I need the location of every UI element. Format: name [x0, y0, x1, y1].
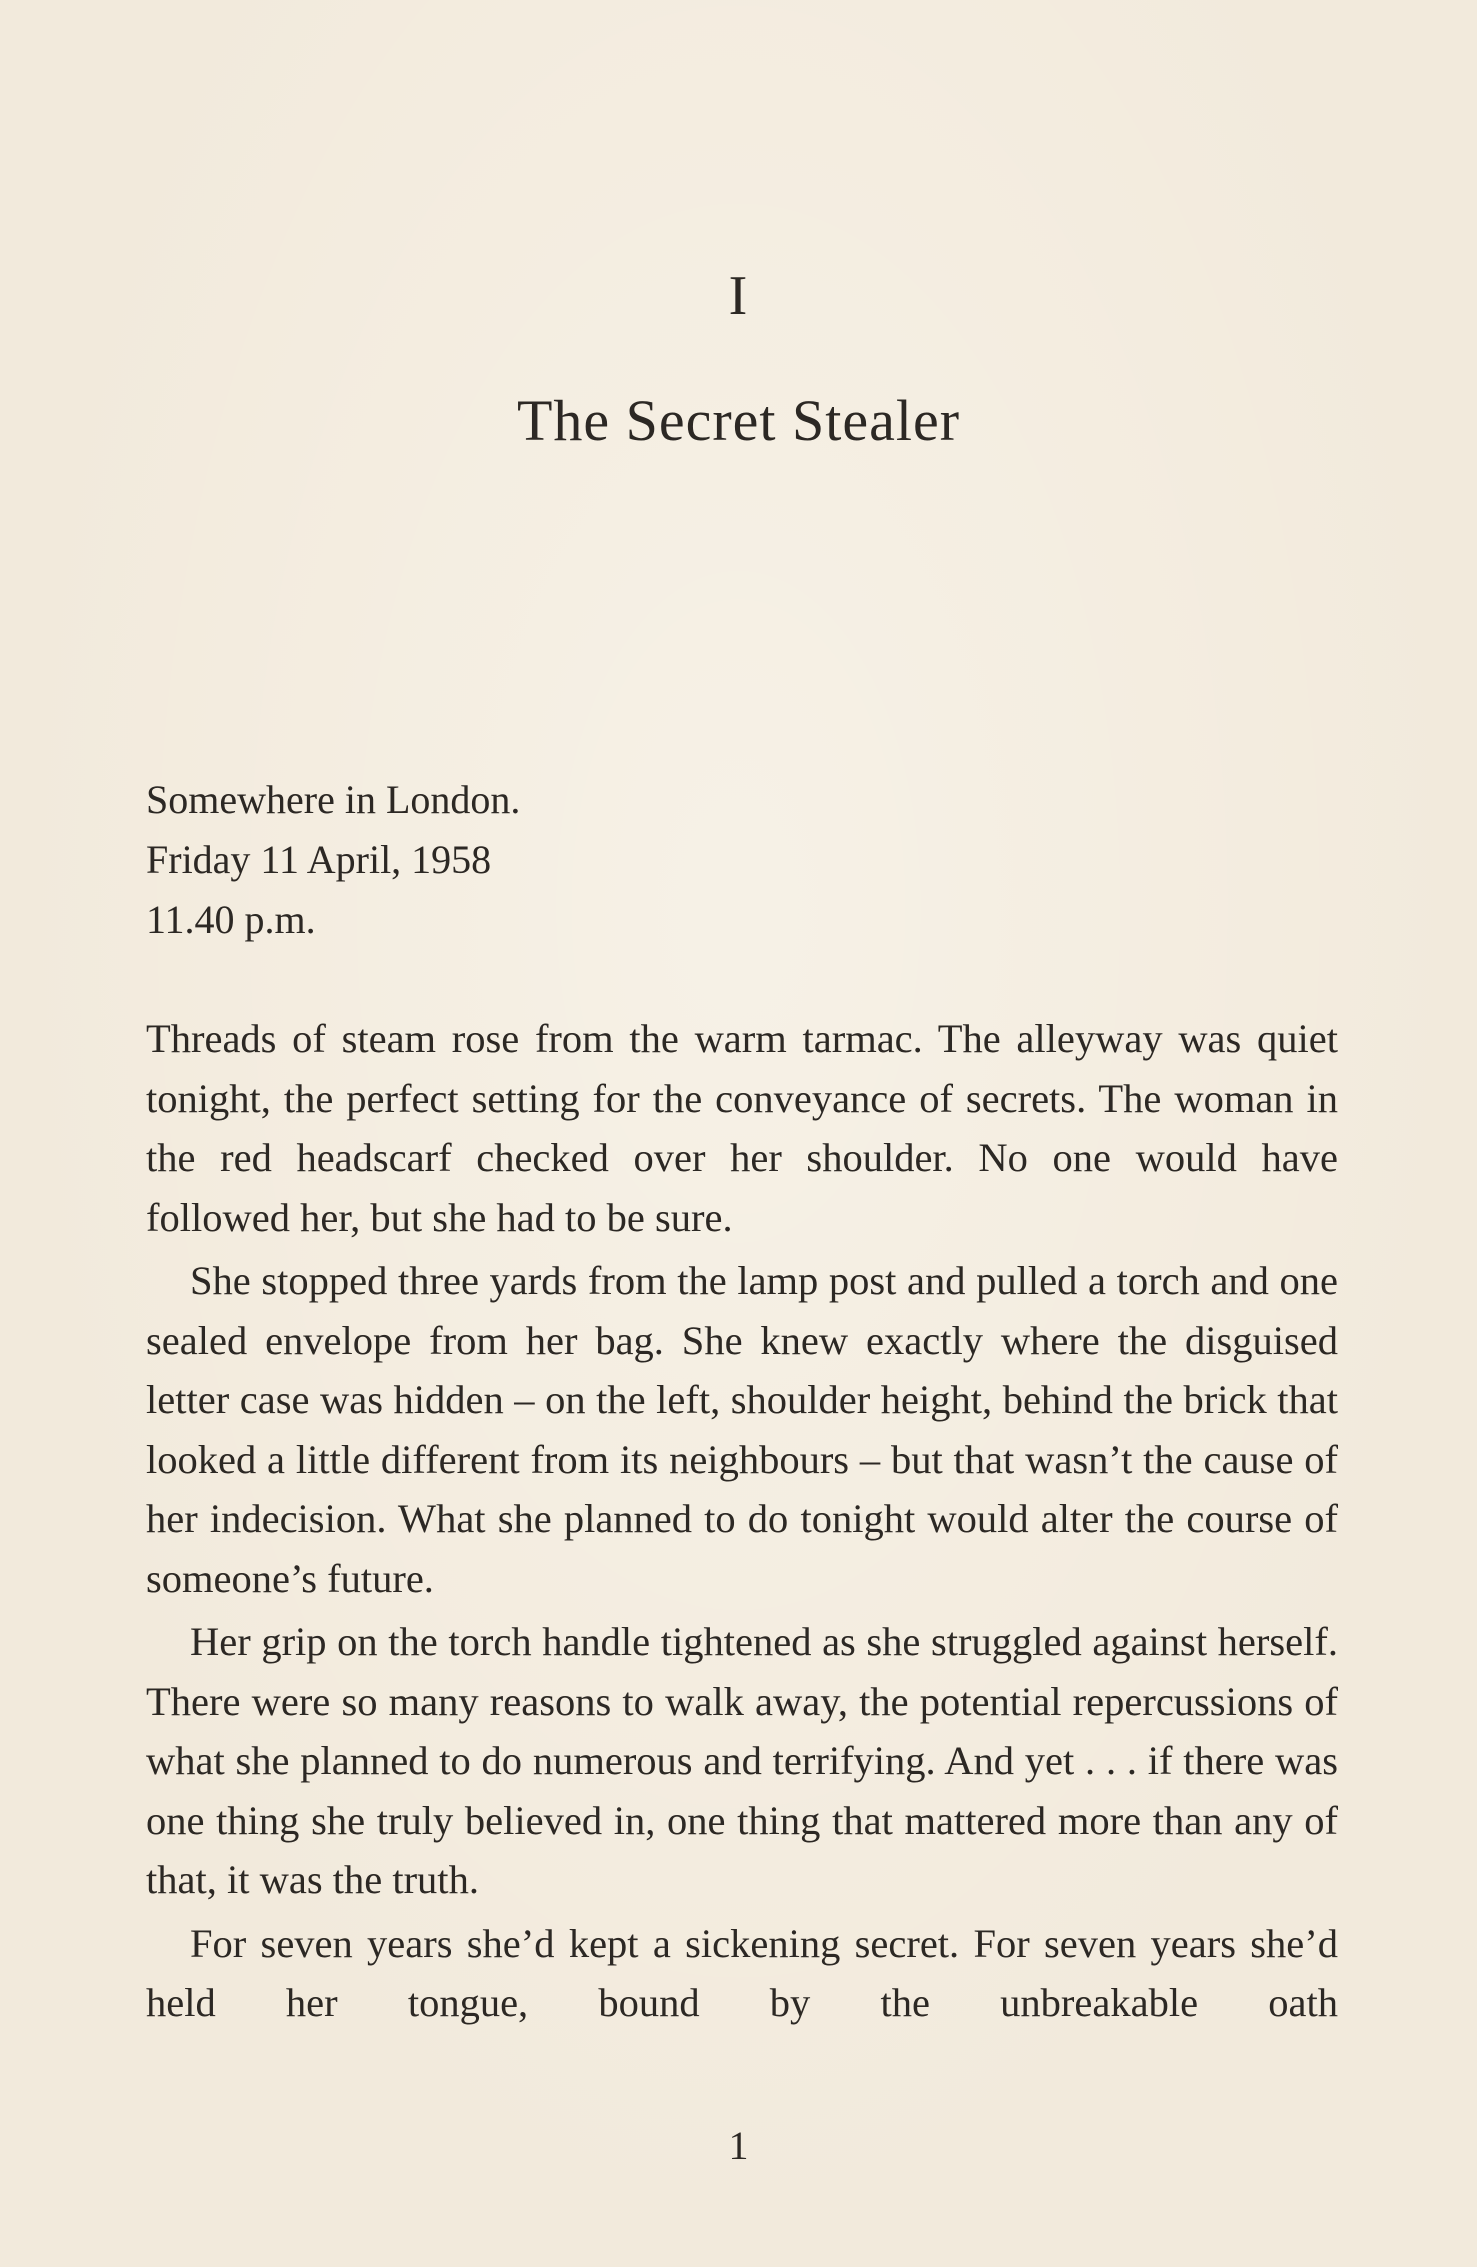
- paragraph: For seven years she’d kept a sickening secret. For seven years she’d held her tongue, bound by the unbreakable oath: [146, 1920, 1338, 2025]
- paragraph: Threads of steam rose from the warm tarmac. The alleyway was quiet tonight, the perfect setting for the conveyance of secrets. The woman in the red headscarf checked over her shoulder. No one would have followed her, but she had to be sure.: [146, 1016, 1338, 1240]
- dateline: [146, 770, 520, 950]
- paragraph: She stopped three yards from the lamp post and pulled a torch and one sealed envelope from her bag. She knew exactly where the disguised letter case was hidden – on the left, shoulder height, behind the brick that looked a little different from its neighbours – but that wasn’t the cause of her indecision. What she planned to do tonight would alter the course of someone’s future.: [146, 1258, 1338, 1601]
- dateline-time: 11.40 p.m.: [146, 897, 316, 942]
- chapter-number: I: [728, 265, 749, 327]
- paragraph: Her grip on the torch handle tightened as she struggled against herself. There were so many reasons to walk away, the potential repercussions of what she planned to do numerous and terrifying. And yet . . . if there was one thing she truly believed in, one thing that mattered more than any of that, it was the truth.: [146, 1619, 1338, 1902]
- page-number: 1: [728, 2123, 749, 2168]
- body-text: [146, 1009, 1338, 2033]
- chapter-title: The Secret Stealer: [516, 388, 961, 453]
- dateline-place: Somewhere in London.: [146, 777, 521, 822]
- dateline-date: Friday 11 April, 1958: [146, 837, 492, 882]
